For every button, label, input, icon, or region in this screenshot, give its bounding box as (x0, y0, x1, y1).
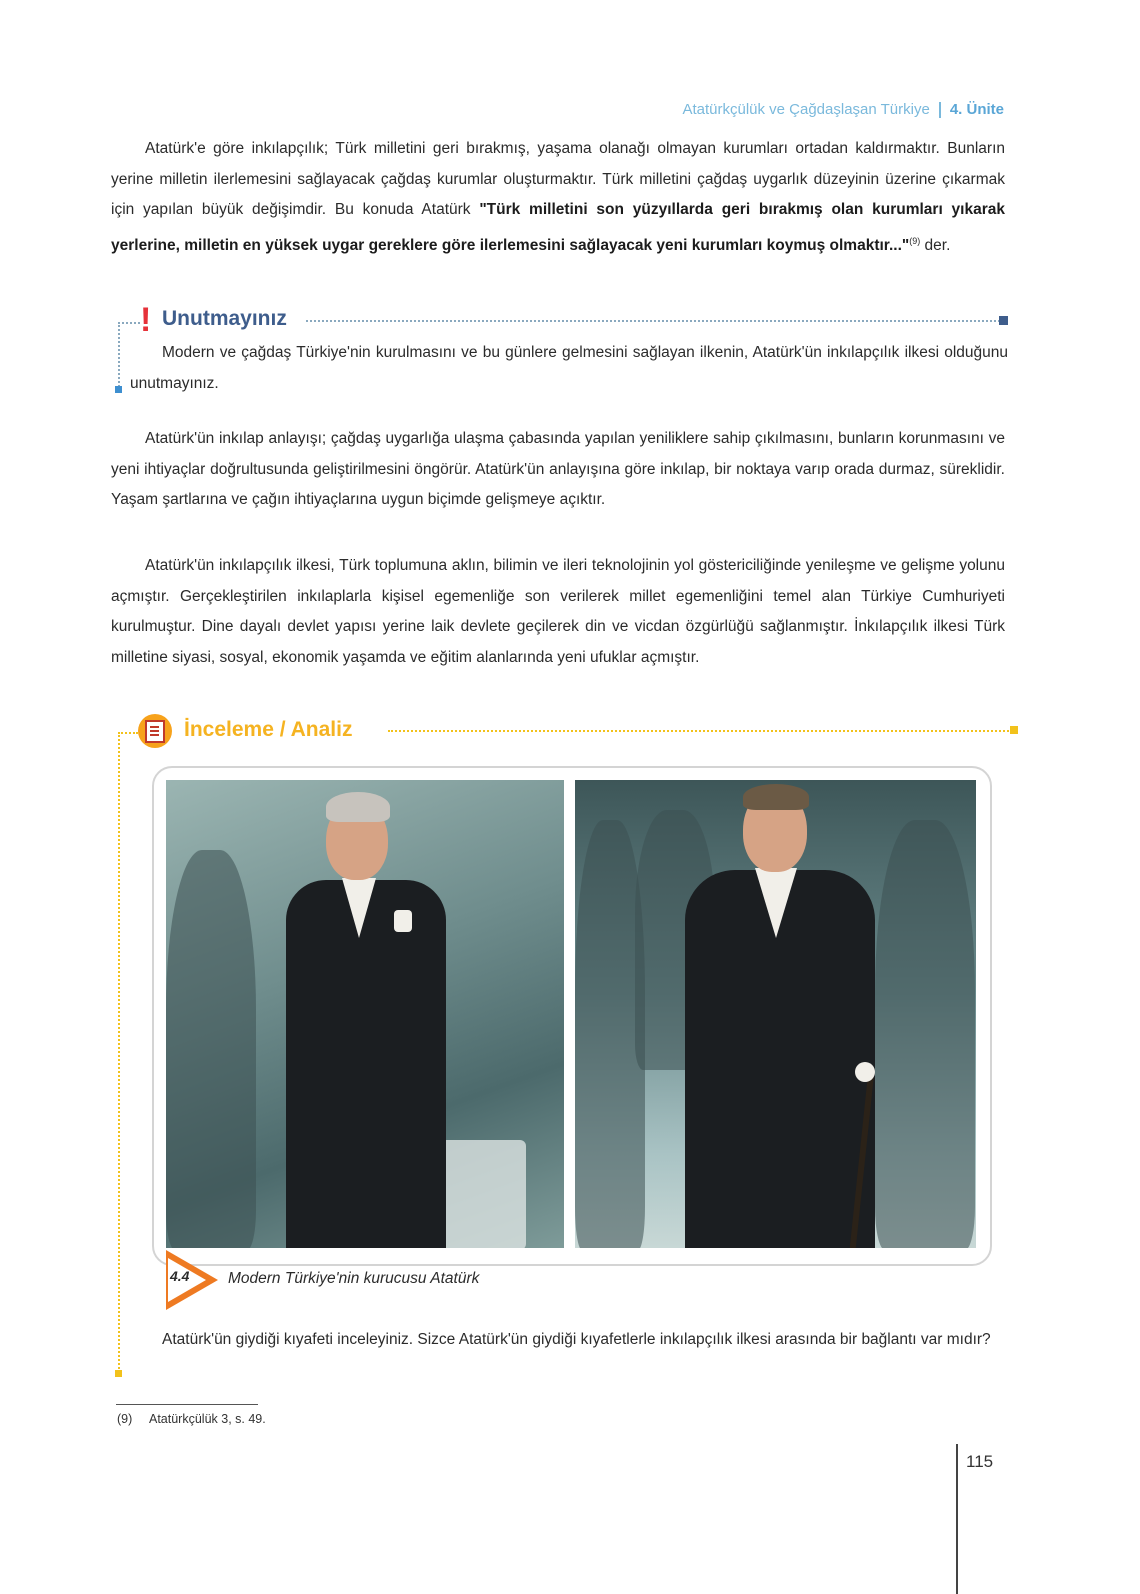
figure-number: 4.4 (170, 1268, 190, 1284)
analysis-lead-line (118, 732, 138, 734)
ataturk-photo-right (575, 780, 976, 1248)
page-number: 115 (966, 1452, 994, 1471)
footnote (117, 1412, 266, 1426)
dark-suit (286, 880, 446, 1248)
reminder-header (118, 301, 1008, 339)
footnote-number: (9) (117, 1412, 133, 1426)
body-paragraph-2 (111, 551, 1005, 673)
footnote-rule (116, 1404, 258, 1405)
analysis-side-line (118, 732, 120, 1376)
exclamation-icon: ! (140, 301, 152, 339)
reminder-dotted-rule (306, 320, 1000, 322)
background-figure (875, 820, 975, 1248)
intro-paragraph (111, 134, 1005, 262)
paragraph-text: Atatürk'ün inkılap anlayışı; çağdaş uygarlığa ulaşma çabasında yapılan yeniliklere sahip çıkılmasını, bunların korunmasını ve yeni ihtiyaçlar doğrultusunda geliştirilmesini öngörür. Atatürk'ün anlayışına göre inkılap, bir noktaya varıp orada durmaz, süreklidir. Yaşam şartlarına ve çağın ihtiyaçlarına uygun biçimde gelişmeye açıktır. (111, 430, 1005, 509)
paragraph-text: Atatürk'ün inkılapçılık ilkesi, Türk toplumuna aklın, bilimin ve ileri teknolojinin yol göstericiliğinde yenileşme ve gelişme yolunu açmıştır. Gerçekleştirilen inkılaplarla kişisel egemenliğe son verilerek millet egemenliğini temel alan Türkiye Cumhuriyeti kurulmuştur. Dine dayalı devlet yapısı yerine laik devlete geçilerek din ve vicdan özgürlüğü sağlanmıştır. İnkılapçılık ilkesi Türk milletine siyasi, sosyal, ekonomik yaşamda ve eğitim alanlarında yeni ufuklar açmıştır. (111, 557, 1005, 666)
tailcoat (685, 870, 875, 1248)
reminder-side-line (118, 322, 120, 390)
question-text: Atatürk'ün giydiği kıyafeti inceleyiniz. Sizce Atatürk'ün giydiği kıyafetlerle inkılapçılık ilkesi arasında bir bağlantı var mıdır? (162, 1331, 991, 1348)
atatürk-quote: "Türk milletini son yüzyıllarda geri bırakmış olan kurumları yıkarak yerlerine, milletin en yüksek uygar gereklere göre ilerlemesini sağlayacak yeni kurumları koymuş olmaktır..." (111, 201, 1006, 254)
hair (743, 784, 809, 810)
analysis-corner-marker (115, 1370, 122, 1377)
white-glove (855, 1062, 875, 1082)
analysis-question (130, 1325, 1008, 1356)
page-number-rule (956, 1444, 958, 1594)
analysis-end-marker (1010, 726, 1018, 734)
reminder-title: Unutmayınız (162, 307, 287, 330)
reminder-end-marker (999, 316, 1008, 325)
hair (326, 792, 390, 822)
intro-tail: der. (920, 236, 951, 254)
header-divider (939, 102, 941, 118)
section-title: Atatürkçülük ve Çağdaşlaşan Türkiye (682, 101, 930, 118)
unit-label: 4. Ünite (949, 101, 1004, 118)
reminder-text: Modern ve çağdaş Türkiye'nin kurulmasını ve bu günlere gelmesini sağlayan ilkenin, Atatürk'ün inkılapçılık ilkesi olduğunu unutmayınız. (130, 344, 1008, 392)
ataturk-photo-left (166, 780, 564, 1248)
intro-text: Atatürk'e göre inkılapçılık; Türk milletini geri bırakmış, yaşama olanağı olmayan kurumları ortadan kaldırmaktır. Bunların yerine milletin ilerlemesini sağlayacak çağdaş kurumlar oluşturmaktır. Türk milletini çağdaş uygarlık düzeyinin üzerine çıkarmak için yapılan büyük değişimdir. Bu konuda Atatürk (111, 140, 1005, 219)
analysis-dotted-rule (388, 730, 1012, 732)
reminder-body (130, 338, 1008, 399)
page-header (682, 101, 1004, 118)
figure-caption: Modern Türkiye'nin kurucusu Atatürk (228, 1270, 480, 1287)
reminder-lead-line (118, 322, 140, 324)
reminder-corner-marker (115, 386, 122, 393)
analysis-title: İnceleme / Analiz (184, 718, 353, 741)
background-figure (166, 850, 256, 1248)
analysis-header (118, 712, 1018, 748)
analysis-document-icon (138, 714, 172, 748)
pocket-square (394, 910, 412, 932)
footnote-text: Atatürkçülük 3, s. 49. (149, 1412, 266, 1426)
quote-reference: (9) (909, 235, 921, 246)
body-paragraph-1 (111, 424, 1005, 516)
document-glyph (145, 720, 165, 743)
